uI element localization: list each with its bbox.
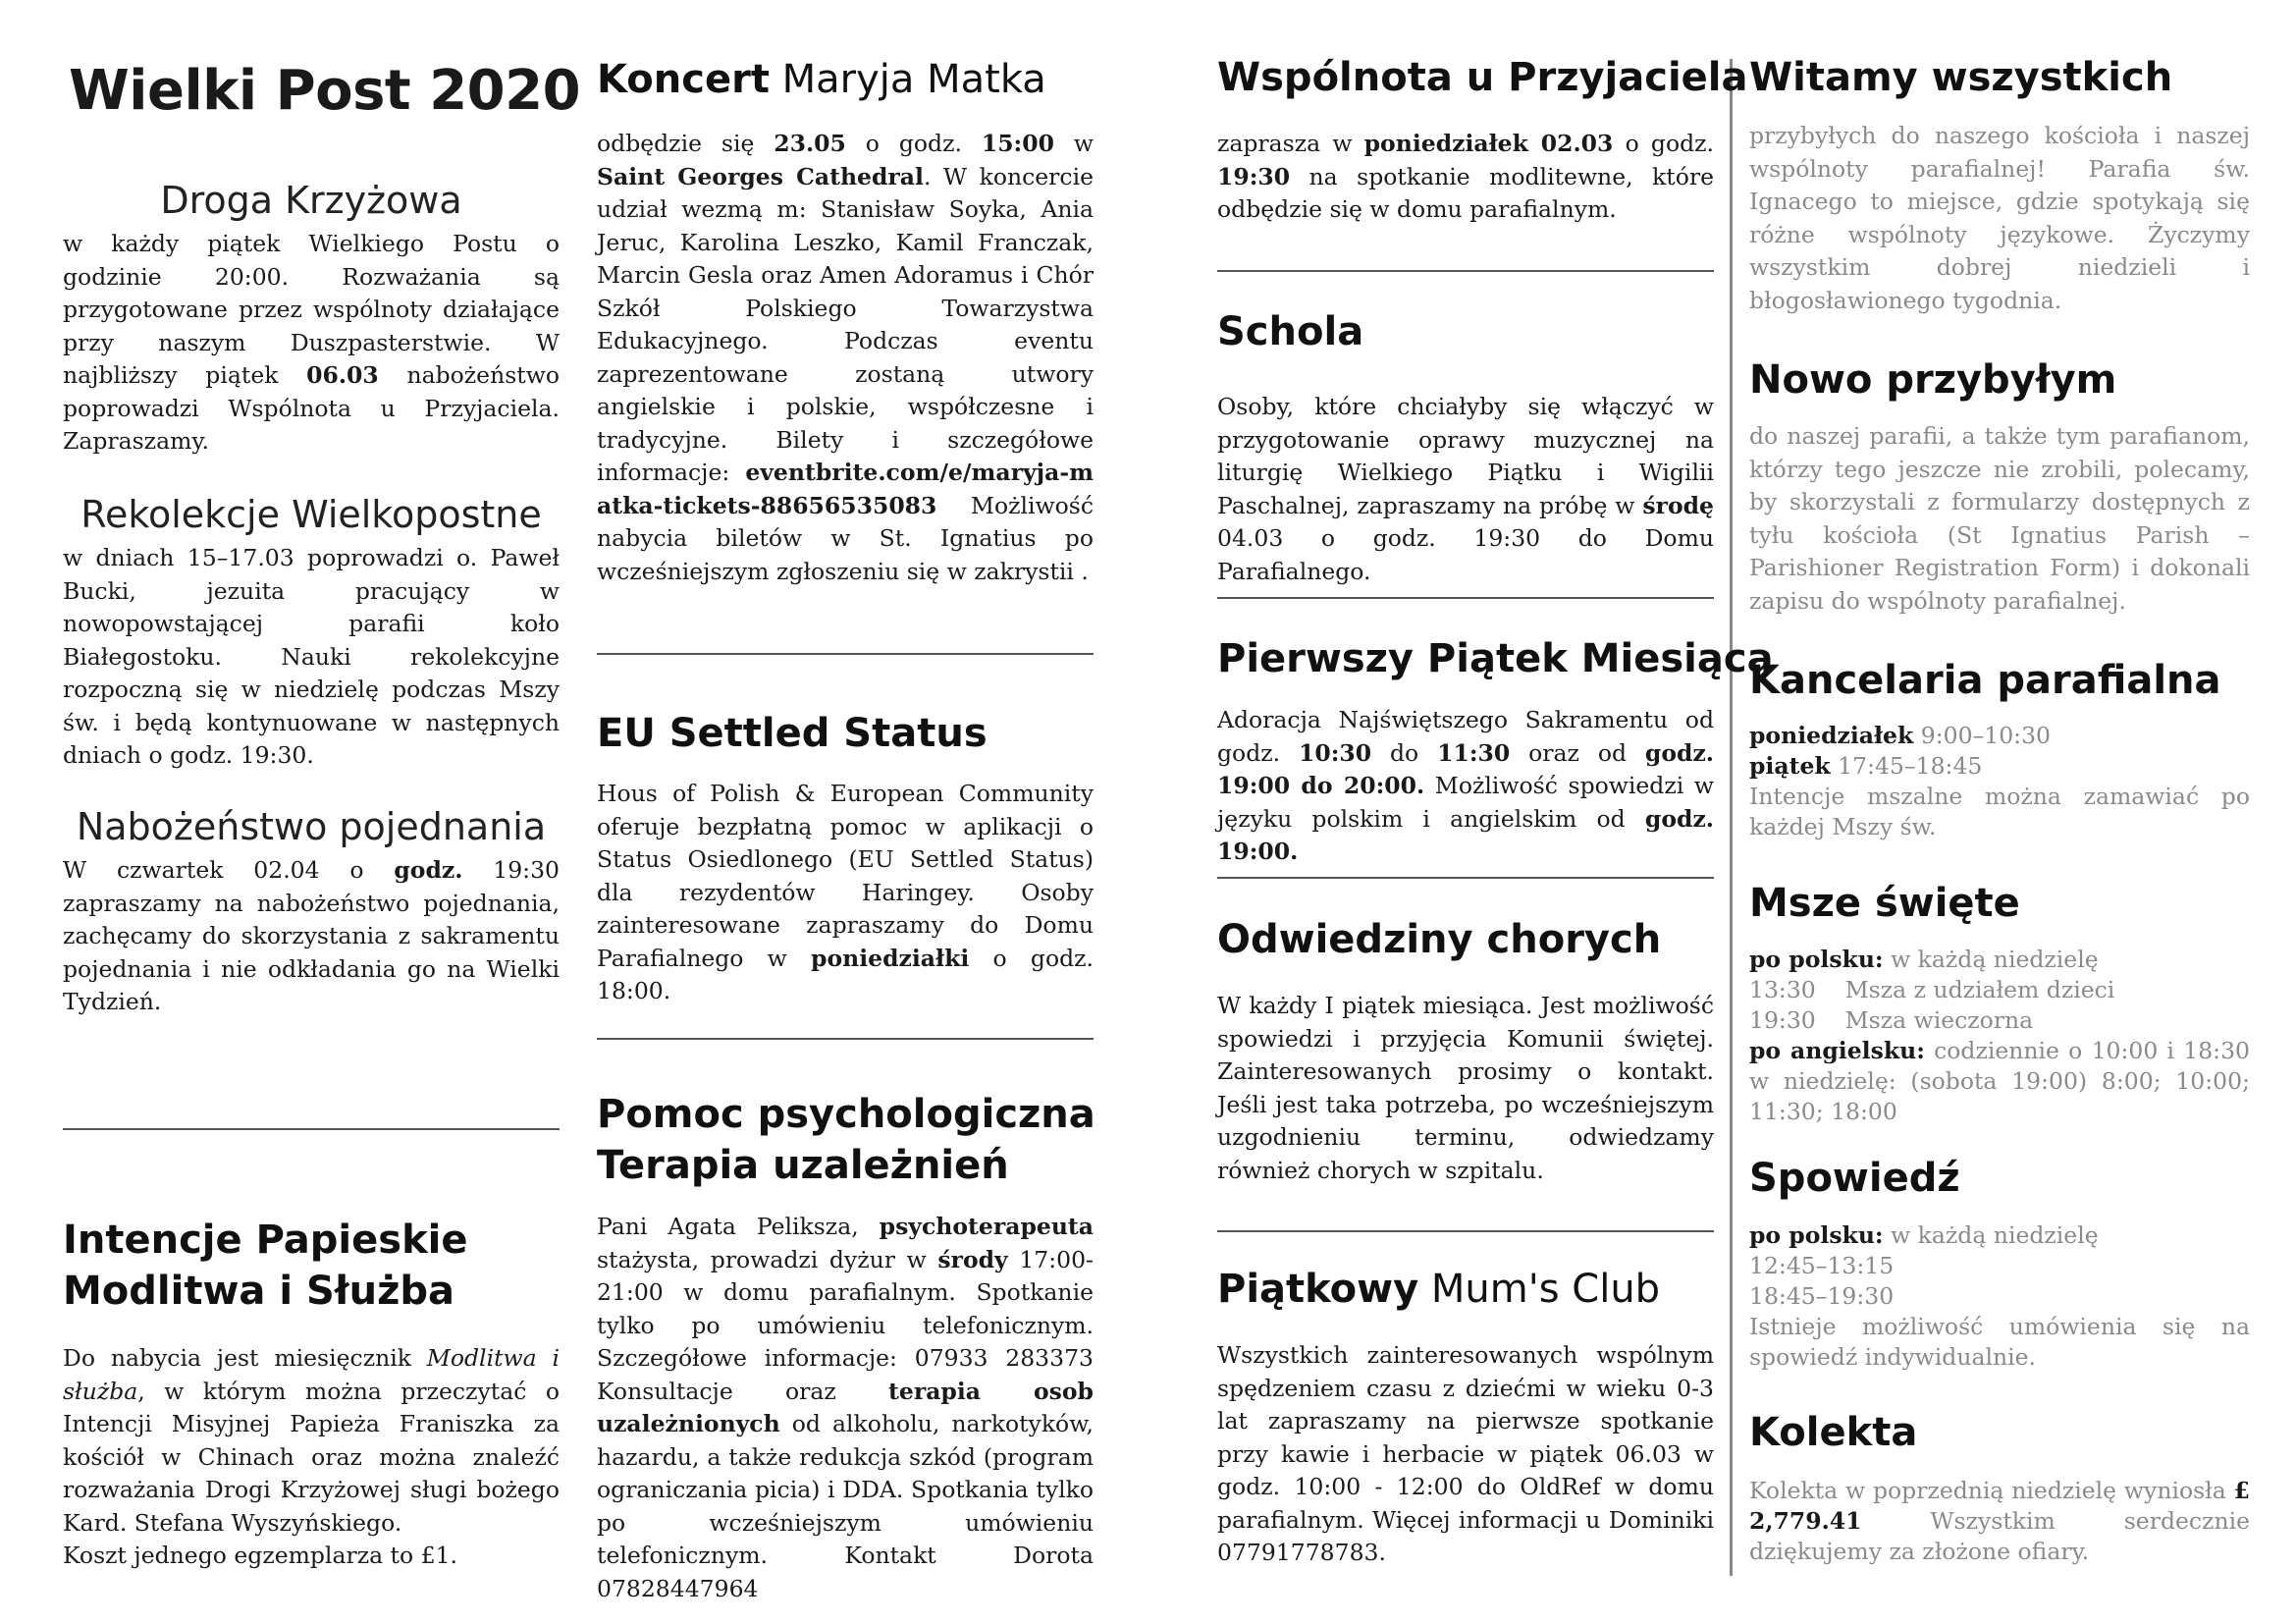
spowiedz-title: Spowiedź xyxy=(1749,1156,1960,1201)
kolekta-title: Kolekta xyxy=(1749,1410,1918,1455)
divider xyxy=(63,1128,560,1130)
nowo-title: Nowo przybyłym xyxy=(1749,357,2117,403)
spowiedz-schedule: po polsku: w każdą niedzielę 12:45–13:15 18:45–19:30 xyxy=(1749,1221,2099,1310)
pomoc-text: Pani Agata Peliksza, psychoterapeuta stażysta, prowadzi dyżur w środy 17:00-21:00 w domu parafialnym. Spotkanie tylko po umówieniu telefonicznym. Szczegółowe informacje: 07933 283373 Konsultacje oraz terapia osob uzależnionych od alkoholu, narkotyków, hazardu, a także redukcja szkód (program ograniczania picia) i DDA. Spotkania tylko po wcześniejszym umówieniu telefonicznym. Kontakt Dorota 07828447964 xyxy=(597,1213,1094,1602)
eu-title: EU Settled Status xyxy=(597,711,988,756)
pomoc-title-2: Terapia uzależnień xyxy=(597,1143,1009,1188)
kancelaria-hours: poniedziałek 9:00–10:30 piątek 17:45–18:45 xyxy=(1749,722,2051,780)
kancelaria-title: Kancelaria parafialna xyxy=(1749,658,2221,703)
kolekta-text: Kolekta w poprzednią niedzielę wyniosła £ 2,779.41 Wszystkim serdecznie dziękujemy za złożone ofiary. xyxy=(1749,1477,2250,1565)
mums-text: Wszystkich zainteresowanych wspólnym spędzeniem czasu z dziećmi w wieku 0-3 lat zapraszamy na pierwsze spotkanie przy kawie i herbacie w piątek 06.03 w godz. 10:00 - 12:00 do OldRef w domu parafialnym. Więcej informacji u Dominiki 07791778783. xyxy=(1217,1341,1714,1566)
koncert-title: Koncert Maryja Matka xyxy=(597,57,1046,102)
msze-title: Msze święte xyxy=(1749,881,2020,926)
odwiedziny-title: Odwiedziny chorych xyxy=(1217,917,1662,962)
spowiedz-note: Istnieje możliwość umówienia się na spowiedź indywidualnie. xyxy=(1749,1313,2250,1371)
witamy-title: Witamy wszystkich xyxy=(1749,55,2173,100)
pomoc-title-1: Pomoc psychologiczna xyxy=(597,1092,1095,1137)
msze-schedule: po polsku: w każdą niedzielę 13:30 Msza z udziałem dzieci 19:30 Msza wieczorna xyxy=(1749,946,2115,1034)
divider xyxy=(597,1038,1094,1040)
intencje-title: Intencje Papieskie xyxy=(63,1218,468,1263)
piatek-title: Pierwszy Piątek Miesiąca xyxy=(1217,636,1774,681)
rekolekcje-text: w dniach 15–17.03 poprowadzi o. Paweł Bucki, jezuita pracujący w nowopowstającej parafii koło Białegostoku. Nauki rekolekcyjne rozpoczną się w niedzielę podczas Mszy św. i będą kontynuowane w następnych dniach o godz. 19:30. xyxy=(63,544,560,769)
kancelaria-note: Intencje mszalne można zamawiać po każdej Mszy św. xyxy=(1749,783,2250,840)
divider xyxy=(1217,597,1714,599)
pojednanie-title: Nabożeństwo pojednania xyxy=(76,805,547,848)
wspolnota-title: Wspólnota u Przyjaciela xyxy=(1217,55,1748,100)
rekolekcje-title: Rekolekcje Wielkopostne xyxy=(80,493,542,536)
column-divider xyxy=(1730,59,1733,1576)
intencje-subtitle: Modlitwa i Służba xyxy=(63,1269,455,1314)
intencje-text: Do nabycia jest miesięcznik Modlitwa i służba, w którym można przeczytać o Intencji Misyjnej Papieża Franiszka za kościół w Chinach oraz można znaleźć rozważania Drogi Krzyżowej sługi bożego Kard. Stefana Wyszyńskiego. Koszt jednego egzemplarza to £1. xyxy=(63,1344,560,1569)
wspolnota-text: zaprasza w poniedziałek 02.03 o godz. 19:30 na spotkanie modlitewne, które odbędzie się w domu parafialnym. xyxy=(1217,130,1714,223)
nowo-text: do naszej parafii, a także tym parafianom, którzy tego jeszcze nie zrobili, polecamy, by skorzystali z formularzy dostępnych z tyłu kościoła (St Ignatius Parish – Parishioner Registration Form) i dokonali zapisu do wspólnoty parafialnej. xyxy=(1749,422,2250,615)
divider xyxy=(1217,1230,1714,1232)
page-title: Wielki Post 2020 xyxy=(69,59,581,123)
koncert-text: odbędzie się 23.05 o godz. 15:00 w Saint Georges Cathedral. W koncercie udział wezmą m: Stanisław Soyka, Ania Jeruc, Karolina Leszko, Kamil Franczak, Marcin Gesla oraz Amen Adoramus i Chór Szkół Polskiego Towarzystwa Edukacyjnego. Podczas eventu zaprezentowane zostaną utwory angielskie i polskie, współczesne i tradycyjne. Bilety i szczegółowe informacje: eventbrite.com/e/maryja-matka-tickets-88656535083 Możliwość nabycia biletów w St. Ignatius po wcześniejszym zgłoszeniu się w zakrystii . xyxy=(597,130,1094,585)
divider xyxy=(1217,270,1714,272)
piatek-text: Adoracja Najświętszego Sakramentu od godz. 10:30 do 11:30 oraz od godz. 19:00 do 20:00. Możliwość spowiedzi w języku polskim i angielskim od godz. 19:00. xyxy=(1217,706,1714,865)
odwiedziny-text: W każdy I piątek miesiąca. Jest możliwość spowiedzi i przyjęcia Komunii świętej. Zainteresowanych prosimy o kontakt. Jeśli jest taka potrzeba, po wcześniejszym uzgodnieniu terminu, odwiedzamy również chorych w szpitalu. xyxy=(1217,992,1714,1184)
eu-text: Hous of Polish & European Community oferuje bezpłatną pomoc w aplikacji o Status Osiedlonego (EU Settled Status) dla rezydentów Haringey. Osoby zainteresowane zapraszamy do Domu Parafialnego w poniedziałki o godz. 18:00. xyxy=(597,780,1094,1004)
pojednanie-text: W czwartek 02.04 o godz. 19:30 zapraszamy na nabożeństwo pojednania, zachęcamy do skorzystania z sakramentu pojednania i nie odkładania go na Wielki Tydzień. xyxy=(63,856,560,1015)
droga-text: w każdy piątek Wielkiego Postu o godzinie 20:00. Rozważania są przygotowane przez wspólnoty działające przy naszym Duszpasterstwie. W najbliższy piątek 06.03 nabożeństwo poprowadzi Wspólnota u Przyjaciela. Zapraszamy. xyxy=(63,230,560,455)
schola-title: Schola xyxy=(1217,309,1364,354)
divider xyxy=(1217,877,1714,879)
witamy-text: przybyłych do naszego kościoła i naszej wspólnoty parafialnej! Parafia św. Ignacego to miejsce, gdzie spotykają się różne wspólnoty językowe. Życzymy wszystkim dobrej niedzieli i błogosławionego tygodnia. xyxy=(1749,122,2250,314)
schola-text: Osoby, które chciałyby się włączyć w przygotowanie oprawy muzycznej na liturgię Wielkiego Piątku i Wigilii Paschalnej, zapraszamy na próbę w środę 04.03 o godz. 19:30 do Domu Parafialnego. xyxy=(1217,393,1714,585)
droga-title: Droga Krzyżowa xyxy=(160,179,462,222)
msze-english: po angielsku: codziennie o 10:00 i 18:30 w niedzielę: (sobota 19:00) 8:00; 10:00; 11:30; 18:00 xyxy=(1749,1037,2250,1125)
divider xyxy=(597,653,1094,655)
mums-title: Piątkowy Mum's Club xyxy=(1217,1267,1661,1312)
